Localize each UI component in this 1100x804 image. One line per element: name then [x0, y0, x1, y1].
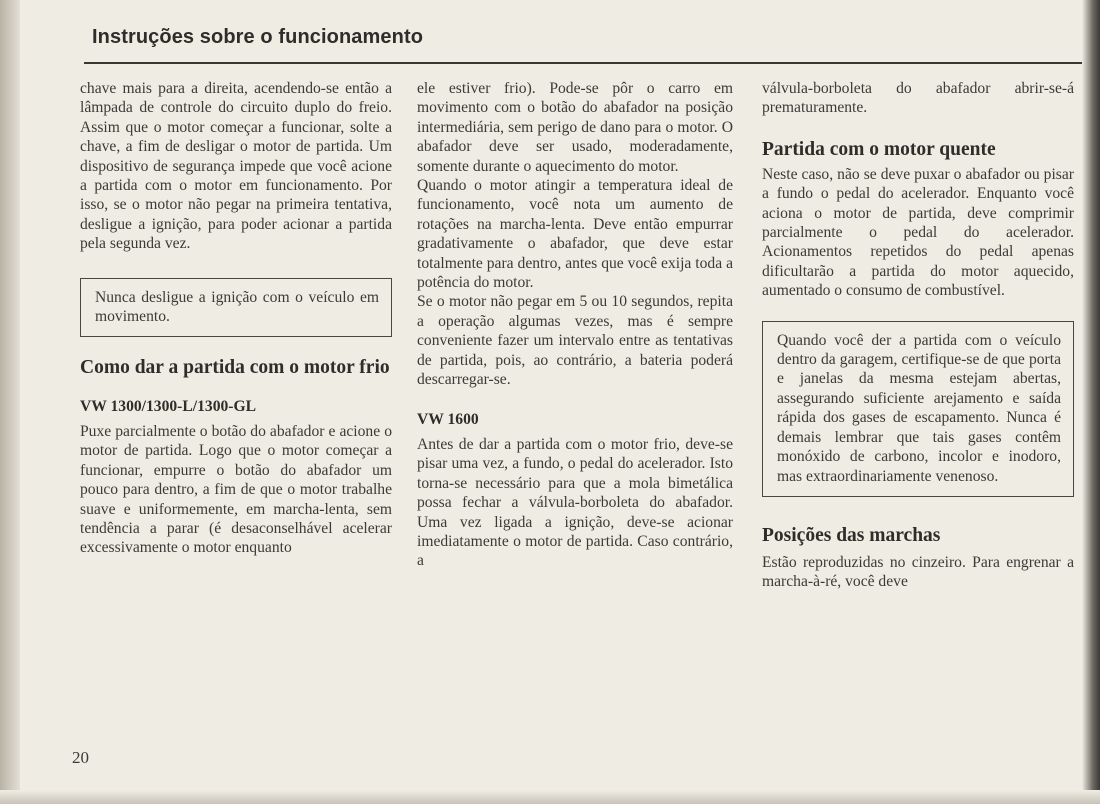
- header-rule: [84, 62, 1084, 64]
- page-number: 20: [72, 748, 89, 767]
- paragraph: Se o motor não pegar em 5 ou 10 segundos, repita a operação algumas vezes, mas é sempre conveniente fazer um intervalo entre as tentativas de partida, pois, ao contrário, a bateria poderá descarregar-se.: [417, 293, 733, 389]
- section-heading-gear-positions: Posições das marchas: [762, 524, 941, 546]
- model-subheading: VW 1300/1300-L/1300-GL: [80, 398, 257, 416]
- paragraph: válvula-borboleta do abafador abrir-se-á prematuramente.: [762, 80, 1074, 117]
- paragraph: Quando o motor atingir a temperatura ideal de funcionamento, você nota um aumento de rotações na marcha-lenta. Deve então empurrar gradativamente o abafador, que deve estar totalmente para dentro, antes que você exija toda a potência do motor.: [417, 177, 733, 292]
- paragraph: Puxe parcialmente o botão do abafador e acione o motor de partida. Logo que o motor começar a funcionar, empurre o botão do abafador um pouco para dentro, a fim de que o motor trabalhe suave e uniformemente, em marcha-lenta, sem tendência a parar (é desaconselhável acelerar excessivamente o motor enquanto: [80, 422, 392, 557]
- page-spine-shadow: [0, 0, 20, 804]
- paragraph: chave mais para a direita, acendendo-se então a lâmpada de controle do circuito duplo do freio. Assim que o motor começar a funcionar, solte a chave, a fim de desligar o motor de partida. Um dispositivo de segurança impede que você acione a partida com o motor em funcionamento. Por isso, se o motor não pegar na primeira tentativa, desligue a ignição, para poder acionar a partida pela segunda vez.: [80, 80, 392, 253]
- paragraph: ele estiver frio). Pode-se pôr o carro em movimento com o botão do abafador na posição intermediária, sem perigo de dano para o motor. O abafador deve ser usado, moderadamente, somente durante o aquecimento do motor.: [417, 80, 733, 175]
- page-bottom-edge: [0, 790, 1100, 804]
- paragraph: Neste caso, não se deve puxar o abafador ou pisar a fundo o pedal do acelerador. Enquanto você aciona o motor de partida, deve comprimir parcialmente o pedal do acelerador. Acionamentos repetidos do pedal apenas dificultarão a partida do motor aquecido, aumentado o consumo de combustível.: [762, 165, 1074, 300]
- section-heading-warm-start: Partida com o motor quente: [762, 138, 996, 160]
- paragraph: Antes de dar a partida com o motor frio, deve-se pisar uma vez, a fundo, o pedal do acelerador. Isto torna-se necessário para que a mola bimetálica possa fechar a válvula-borboleta do abafador. Uma vez ligada a ignição, deve-se acionar imediatamente o motor de partida. Caso contrário, a: [417, 435, 733, 570]
- warning-box: Quando você der a partida com o veículo dentro da garagem, certifique-se de que porta e janelas da mesma estejam abertas, assegurando suficiente arejamento e saída rápida dos gases de escapamento. Nunca é demais lembrar que tais gases contêm monóxido de carbono, incolor e inodoro, mas extraordinariamente venenoso.: [762, 321, 1074, 497]
- text-column-1: [80, 79, 392, 558]
- text-column-2: [417, 79, 733, 571]
- book-edge-shadow: [1082, 0, 1100, 804]
- model-subheading: VW 1600: [417, 410, 479, 428]
- text-column-3: [762, 79, 1074, 592]
- page-header-title: Instruções sobre o funcionamento: [92, 26, 424, 48]
- section-heading-cold-start: Como dar a partida com o motor frio: [80, 357, 390, 379]
- paragraph: Estão reproduzidas no cinzeiro. Para engrenar a marcha-à-ré, você deve: [762, 553, 1074, 591]
- warning-box: Nunca desligue a ignição com o veículo em movimento.: [80, 278, 392, 338]
